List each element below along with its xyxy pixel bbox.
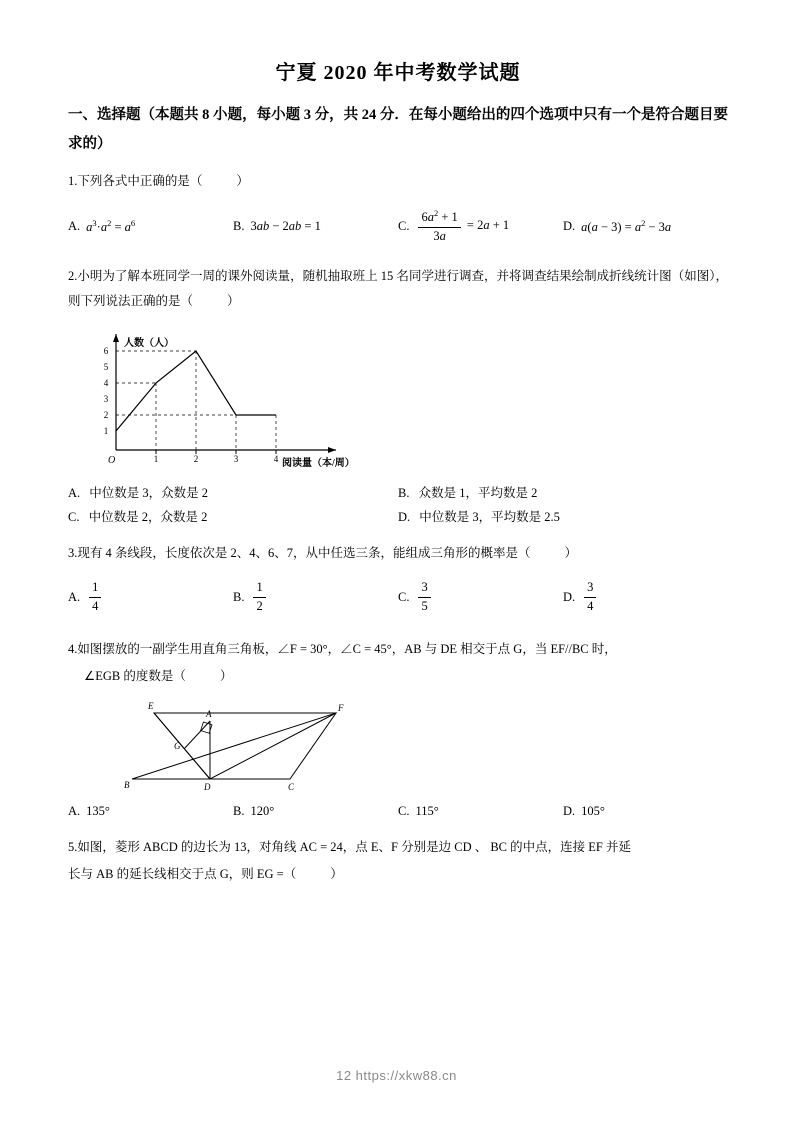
- option-4-A: [68, 804, 233, 819]
- option-1-C: [398, 208, 563, 244]
- question-5: [68, 835, 728, 860]
- option-1-B: [233, 208, 398, 244]
- svg-text:3: 3: [103, 394, 109, 405]
- option-4-D-text: 105°: [581, 803, 605, 818]
- option-2-D: [398, 507, 728, 525]
- option-1-A-text: $a^3\cdot a^2 = a^6$: [86, 217, 136, 234]
- question-4-stem-line1: 如图摆放的一副学生用直角三角板，∠F = 30°，∠C = 45°，AB 与 DE 相交于点 G，当 EF//BC 时，: [77, 641, 617, 656]
- fraction-denominator: 5: [421, 599, 428, 614]
- question-2-stem-end: ）: [227, 294, 240, 309]
- fraction-denominator: 4: [92, 599, 99, 614]
- option-4-B: [233, 804, 398, 819]
- option-2-A-label: A.: [68, 486, 81, 501]
- svg-text:5: 5: [103, 362, 109, 373]
- option-1-B-text: 3ab − 2ab = 1: [250, 218, 321, 233]
- option-3-C-fraction: [418, 580, 430, 614]
- option-4-B-text: 120°: [250, 803, 275, 818]
- option-2-A: [68, 483, 398, 501]
- svg-text:E: E: [148, 700, 154, 711]
- option-2-C-text: 中位数是 2，众数是 2: [88, 510, 208, 525]
- question-3-number: 3.: [68, 546, 78, 561]
- fraction-denominator: 4: [587, 599, 594, 614]
- svg-text:O: O: [108, 455, 116, 467]
- fraction-numerator: 3: [584, 580, 596, 598]
- fraction-numerator: 1: [253, 580, 265, 598]
- option-1-C-text: $\frac{6a^2 + 1}{3a}$ = 2a + 1: [415, 208, 509, 244]
- question-5-stem-end: ）: [330, 866, 343, 881]
- option-2-D-text: 中位数是 3，平均数是 2.5: [419, 510, 560, 525]
- option-3-C: [398, 580, 563, 614]
- question-4-figure: [118, 693, 728, 798]
- watermark: 12 https://xkw88.cn: [336, 1068, 457, 1083]
- option-3-A-fraction: [89, 580, 101, 614]
- option-2-D-label: D.: [398, 510, 411, 525]
- option-2-B: [398, 483, 728, 501]
- fraction-numerator: 3: [418, 580, 430, 598]
- option-2-C: [68, 507, 398, 525]
- question-4-stem-end: ）: [219, 668, 233, 683]
- svg-text:6: 6: [103, 346, 109, 357]
- option-3-A: [68, 580, 233, 614]
- svg-text:2: 2: [193, 454, 199, 465]
- svg-text:4: 4: [103, 378, 109, 389]
- option-2-C-label: C.: [68, 510, 80, 525]
- page-title: 宁夏 2020 年中考数学试题: [275, 62, 521, 84]
- svg-text:1: 1: [153, 454, 159, 465]
- option-1-A-label: A.: [68, 218, 81, 233]
- section-heading: 一、选择题（本题共 8 小题，每小题 3 分，共 24 分．在每小题给出的四个选项中只有一个是符合题目要求的）: [68, 107, 728, 152]
- question-2-options: [68, 483, 728, 525]
- option-2-B-text: 众数是 1，平均数是 2: [418, 486, 538, 501]
- svg-text:B: B: [124, 779, 130, 790]
- option-3-D-label: D.: [563, 590, 576, 605]
- svg-text:1: 1: [103, 426, 109, 437]
- question-1-stem: 下列各式中正确的是（: [77, 174, 203, 188]
- option-4-C-text: 115°: [415, 803, 439, 818]
- option-1-D-text: $a(a - 3) = a^2 - 3a$: [581, 217, 672, 234]
- svg-text:2: 2: [103, 410, 109, 421]
- svg-text:G: G: [174, 740, 181, 751]
- svg-text:D: D: [204, 781, 211, 792]
- svg-text:人数（人）: 人数（人）: [124, 338, 174, 350]
- question-4-options: [68, 804, 728, 819]
- option-3-C-label: C.: [398, 590, 410, 605]
- question-2-figure: [86, 320, 728, 475]
- line-chart-svg: [86, 320, 386, 470]
- option-4-D: [563, 804, 728, 819]
- svg-text:3: 3: [233, 454, 239, 465]
- option-4-A-text: 135°: [86, 803, 110, 818]
- question-1: [68, 169, 728, 194]
- question-3: [68, 541, 728, 566]
- svg-text:阅读量（本/周）: 阅读量（本/周）: [282, 458, 355, 470]
- question-3-stem: 现有 4 条线段，长度依次是 2、4、6、7，从中任选三条，能组成三角形的概率是（: [77, 546, 531, 561]
- option-1-D: [563, 208, 728, 244]
- question-2-number: 2.: [68, 269, 78, 284]
- svg-text:C: C: [288, 781, 295, 792]
- option-4-C: [398, 804, 563, 819]
- option-2-B-label: B.: [398, 486, 410, 501]
- option-1-A: [68, 208, 233, 244]
- question-4-line2: [84, 664, 728, 689]
- option-4-C-label: C.: [398, 803, 410, 818]
- option-4-A-label: A.: [68, 803, 81, 818]
- question-1-number: 1.: [68, 174, 78, 188]
- option-3-B: [233, 580, 398, 614]
- option-3-A-label: A.: [68, 590, 81, 605]
- option-4-B-label: B.: [233, 803, 245, 818]
- fraction-denominator: 2: [256, 599, 263, 614]
- svg-text:F: F: [338, 702, 344, 713]
- triangle-rulers-svg: [118, 693, 388, 793]
- question-5-stem-line1: 如图，菱形 ABCD 的边长为 13，对角线 AC = 24，点 E、F 分别是边 CD 、 BC 的中点，连接 EF 并延: [77, 839, 631, 854]
- question-1-options: [68, 208, 728, 244]
- option-1-D-label: D.: [563, 218, 576, 233]
- option-1-C-label: C.: [398, 218, 410, 233]
- svg-text:4: 4: [273, 454, 279, 465]
- question-2-stem: 小明为了解本班同学一周的课外阅读量，随机抽取班上 15 名同学进行调查，并将调查结果绘制成折线统计图（如图），则下列说法正确的是（: [68, 269, 728, 309]
- question-5-number: 5.: [68, 839, 78, 854]
- option-3-D: [563, 580, 728, 614]
- option-3-D-fraction: [584, 580, 596, 614]
- svg-text:A: A: [206, 708, 212, 719]
- option-2-A-text: 中位数是 3，众数是 2: [89, 486, 209, 501]
- question-5-stem-line2: 长与 AB 的延长线相交于点 G，则 EG =（: [68, 866, 297, 881]
- question-5-line2: [68, 862, 728, 887]
- fraction-numerator: 1: [89, 580, 101, 598]
- option-3-B-label: B.: [233, 590, 245, 605]
- question-1-stem-end: ）: [236, 174, 249, 188]
- option-1-B-label: B.: [233, 218, 245, 233]
- option-4-D-label: D.: [563, 803, 576, 818]
- question-4: [68, 637, 728, 662]
- question-3-options: [68, 580, 728, 614]
- question-4-stem-line2: ∠EGB 的度数是（: [84, 668, 186, 683]
- option-3-B-fraction: [253, 580, 265, 614]
- question-4-number: 4.: [68, 641, 78, 656]
- question-2: [68, 264, 728, 314]
- page-content: [68, 56, 728, 887]
- question-3-stem-end: ）: [564, 546, 578, 561]
